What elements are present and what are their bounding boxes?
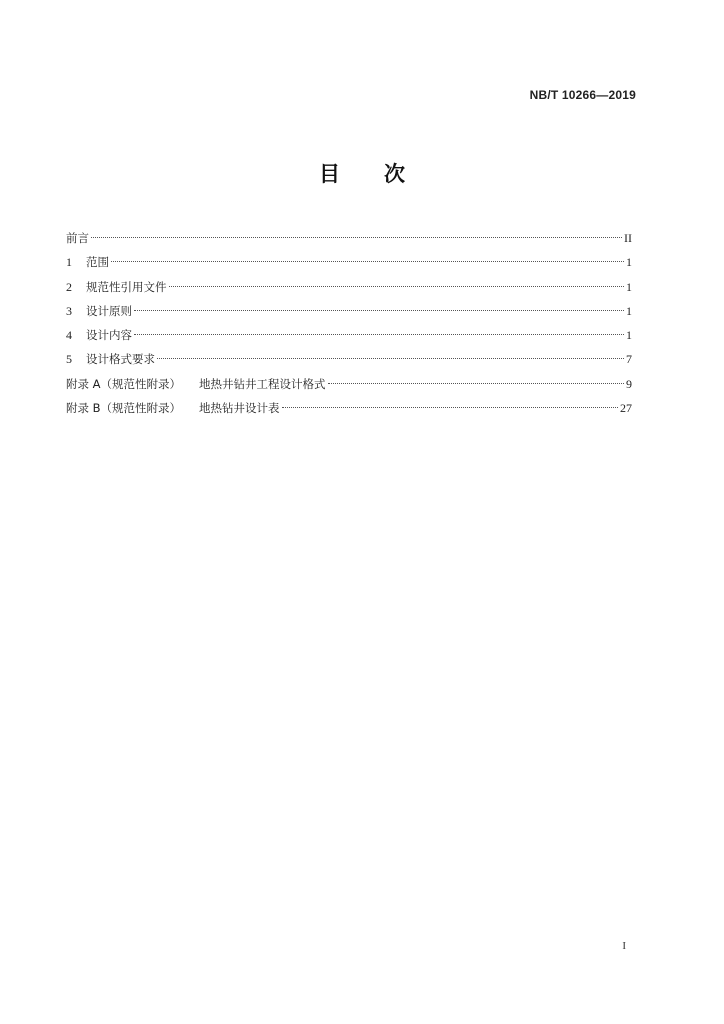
toc-entry-label: 设计原则 xyxy=(86,303,132,318)
toc-entry-label: 范围 xyxy=(86,255,109,270)
page-number: I xyxy=(622,940,626,952)
toc-entry-foreword[interactable] xyxy=(66,226,632,250)
toc-leader-dots xyxy=(134,310,624,311)
toc-entry-page: II xyxy=(624,231,632,245)
standard-number: NB/T 10266—2019 xyxy=(529,88,636,102)
page-title xyxy=(0,158,724,188)
toc-appendix-title: 地热井钻井工程设计格式 xyxy=(199,376,326,391)
toc-leader-dots xyxy=(91,237,622,238)
toc-entry-label: 前言 xyxy=(66,231,89,245)
toc-leader-dots xyxy=(328,383,624,384)
toc-leader-dots xyxy=(111,261,624,262)
toc-entry-page: 1 xyxy=(626,255,632,270)
toc-entry-page: 1 xyxy=(626,303,632,318)
toc-leader-dots xyxy=(282,407,618,408)
toc-entry-page: 1 xyxy=(626,328,632,343)
toc-entry-section-2[interactable] xyxy=(66,275,632,299)
toc-entry-page: 1 xyxy=(626,279,632,294)
toc-leader-dots xyxy=(134,334,624,335)
toc-appendix-designation: 附录 B（规范性附录） xyxy=(66,401,182,416)
toc-entry-page: 27 xyxy=(620,401,632,416)
toc-appendix-designation: 附录 A（规范性附录） xyxy=(66,376,182,391)
toc-entry-section-1[interactable] xyxy=(66,250,632,274)
toc-leader-dots xyxy=(169,286,625,287)
toc-entry-appendix-b[interactable] xyxy=(66,396,632,420)
table-of-contents xyxy=(66,226,632,420)
toc-entry-section-3[interactable] xyxy=(66,299,632,323)
toc-entry-page: 9 xyxy=(626,376,632,391)
toc-entry-section-5[interactable] xyxy=(66,347,632,371)
page-title-part-2: 次 xyxy=(384,162,405,186)
toc-entry-number: 2 xyxy=(66,279,72,294)
toc-appendix-title: 地热钻井设计表 xyxy=(199,401,280,416)
toc-entry-number: 5 xyxy=(66,352,72,367)
toc-entry-number: 4 xyxy=(66,328,72,343)
toc-entry-number: 3 xyxy=(66,303,72,318)
toc-leader-dots xyxy=(157,358,624,359)
page-title-part-1: 目 xyxy=(319,162,340,186)
toc-entry-label: 规范性引用文件 xyxy=(86,279,167,294)
toc-entry-appendix-a[interactable] xyxy=(66,372,632,396)
toc-entry-section-4[interactable] xyxy=(66,323,632,347)
toc-entry-label: 设计格式要求 xyxy=(86,352,155,367)
toc-entry-number: 1 xyxy=(66,255,72,270)
toc-entry-page: 7 xyxy=(626,352,632,367)
toc-entry-label: 设计内容 xyxy=(86,328,132,343)
